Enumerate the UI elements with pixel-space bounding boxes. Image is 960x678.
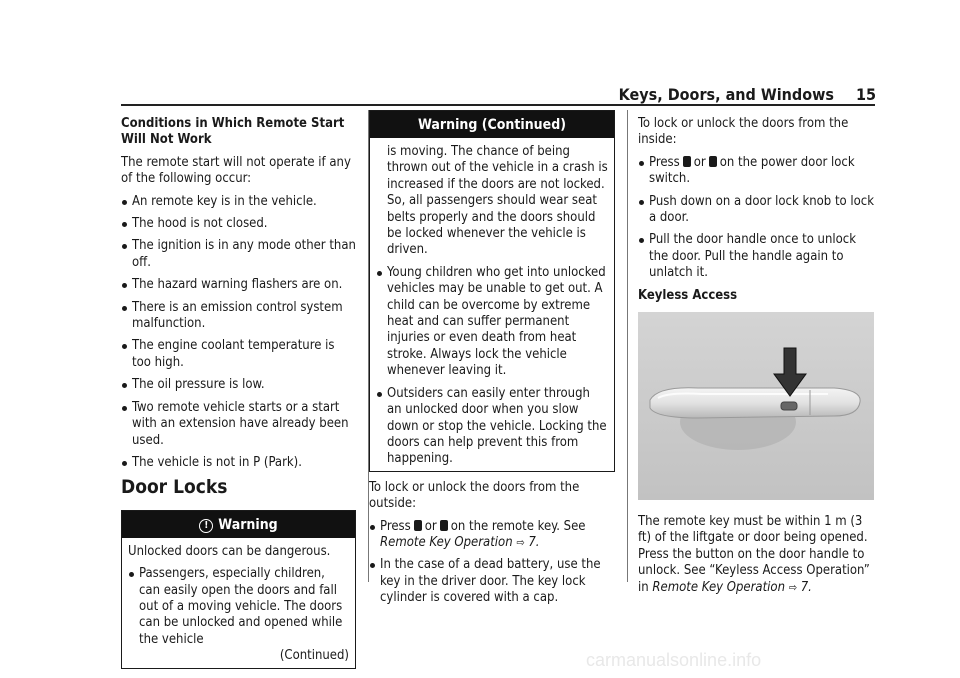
- text-fragment: on the remote key. See: [450, 518, 586, 534]
- list-item: [369, 519, 615, 552]
- cross-reference-link[interactable]: Remote Key Operation: [380, 534, 513, 550]
- text-fragment: on the power door lock switch.: [649, 154, 855, 187]
- list-item: In the case of a dead battery, use the key in the driver door. The key lock cylinder is covered with a cap.: [369, 557, 615, 606]
- header-rule: [121, 104, 875, 106]
- watermark: carmanualsonline.info: [586, 650, 762, 670]
- text-fragment: or: [693, 154, 706, 170]
- warning-box-continued: [369, 110, 615, 472]
- page-reference: 7.: [528, 534, 540, 550]
- keyless-access-text: [638, 514, 876, 596]
- warning-title: Warning: [218, 516, 278, 533]
- lock-icon: [414, 520, 422, 531]
- keyless-access-heading: Keyless Access: [638, 287, 738, 303]
- list-item: The ignition is in any mode other than off.: [121, 238, 356, 271]
- list-item: The hood is not closed.: [121, 216, 356, 232]
- list-item: The oil pressure is low.: [121, 377, 356, 393]
- list-item: The vehicle is not in P (Park).: [121, 455, 356, 471]
- inside-list: [638, 155, 876, 282]
- list-item: Outsiders can easily enter through an unlocked door when you slow down or stop the vehicle. Locking the doors can help prevent this from happening.: [376, 386, 608, 468]
- text-fragment: or: [424, 518, 437, 534]
- list-item: Two remote vehicle starts or a start with an extension have already been used.: [121, 400, 356, 449]
- warning-continued-body: [370, 138, 614, 471]
- text-fragment: The remote key must be within 1 m (3 ft) of the liftgate or door being opened. Press the button on the door handle to unlock. See “Keyless Access Operation” in: [638, 514, 870, 595]
- section-title: Keys, Doors, and Windows: [618, 85, 834, 104]
- list-item: The engine coolant temperature is too high.: [121, 338, 356, 371]
- door-handle-illustration: [638, 312, 874, 500]
- warning-intro: Unlocked doors can be dangerous.: [128, 543, 331, 559]
- unlock-icon: [709, 156, 717, 167]
- conditions-heading: Conditions in Which Remote Start Will Not Work: [121, 116, 345, 148]
- conditions-list: [121, 194, 356, 472]
- conditions-intro: The remote start will not operate if any of the following occur:: [121, 154, 351, 187]
- inside-intro: To lock or unlock the doors from the inside:: [638, 116, 849, 148]
- page-reference-arrow-icon: ⇨: [516, 535, 525, 549]
- page-reference: 7.: [800, 579, 812, 595]
- warning-continued-header: Warning (Continued): [370, 111, 614, 138]
- warning-continued-list: [376, 265, 608, 468]
- warning-list: [128, 566, 349, 648]
- cross-reference-link[interactable]: Remote Key Operation: [652, 579, 785, 595]
- list-item: Push down on a door lock knob to lock a door.: [638, 194, 876, 227]
- column-left: [121, 116, 356, 669]
- continued-label: (Continued): [279, 648, 349, 664]
- page-number: 15: [856, 85, 877, 104]
- text-fragment: Press: [380, 518, 411, 534]
- list-item: An remote key is in the vehicle.: [121, 194, 356, 210]
- list-item: Passengers, especially children, can easily open the doors and fall out of a moving vehicle. The doors can be unlocked and opened while the vehicle: [128, 566, 349, 648]
- list-item: [638, 155, 876, 188]
- list-item: Pull the door handle once to unlock the door. Pull the handle again to unlatch it.: [638, 232, 876, 281]
- warning-body: [122, 538, 355, 668]
- warning-box: [121, 510, 356, 669]
- column-middle: [369, 110, 615, 613]
- door-locks-heading: Door Locks: [121, 476, 228, 499]
- page-reference-arrow-icon: ⇨: [788, 580, 798, 594]
- column-divider: [627, 110, 628, 582]
- text-fragment: Press: [649, 154, 680, 170]
- warning-header: [122, 511, 355, 538]
- list-item: The hazard warning flashers are on.: [121, 277, 356, 293]
- list-item: Young children who get into unlocked vehicles may be unable to get out. A child can be overcome by extreme heat and can suffer permanent injuries or even death from heat stroke. Always lock the vehicle whenever leaving it.: [376, 265, 608, 380]
- warning-icon: !: [199, 519, 213, 533]
- outside-list: [369, 519, 615, 607]
- column-right: [638, 116, 876, 602]
- lock-icon: [683, 156, 691, 167]
- unlock-icon: [440, 520, 448, 531]
- list-item: There is an emission control system malfunction.: [121, 300, 356, 333]
- warning-continued-text: is moving. The chance of being thrown out of the vehicle in a crash is increased if the doors are not locked. So, all passengers should wear seat belts properly and the doors should be locked whenever the vehicle is driven.: [387, 144, 608, 258]
- outside-intro: To lock or unlock the doors from the outside:: [369, 479, 580, 512]
